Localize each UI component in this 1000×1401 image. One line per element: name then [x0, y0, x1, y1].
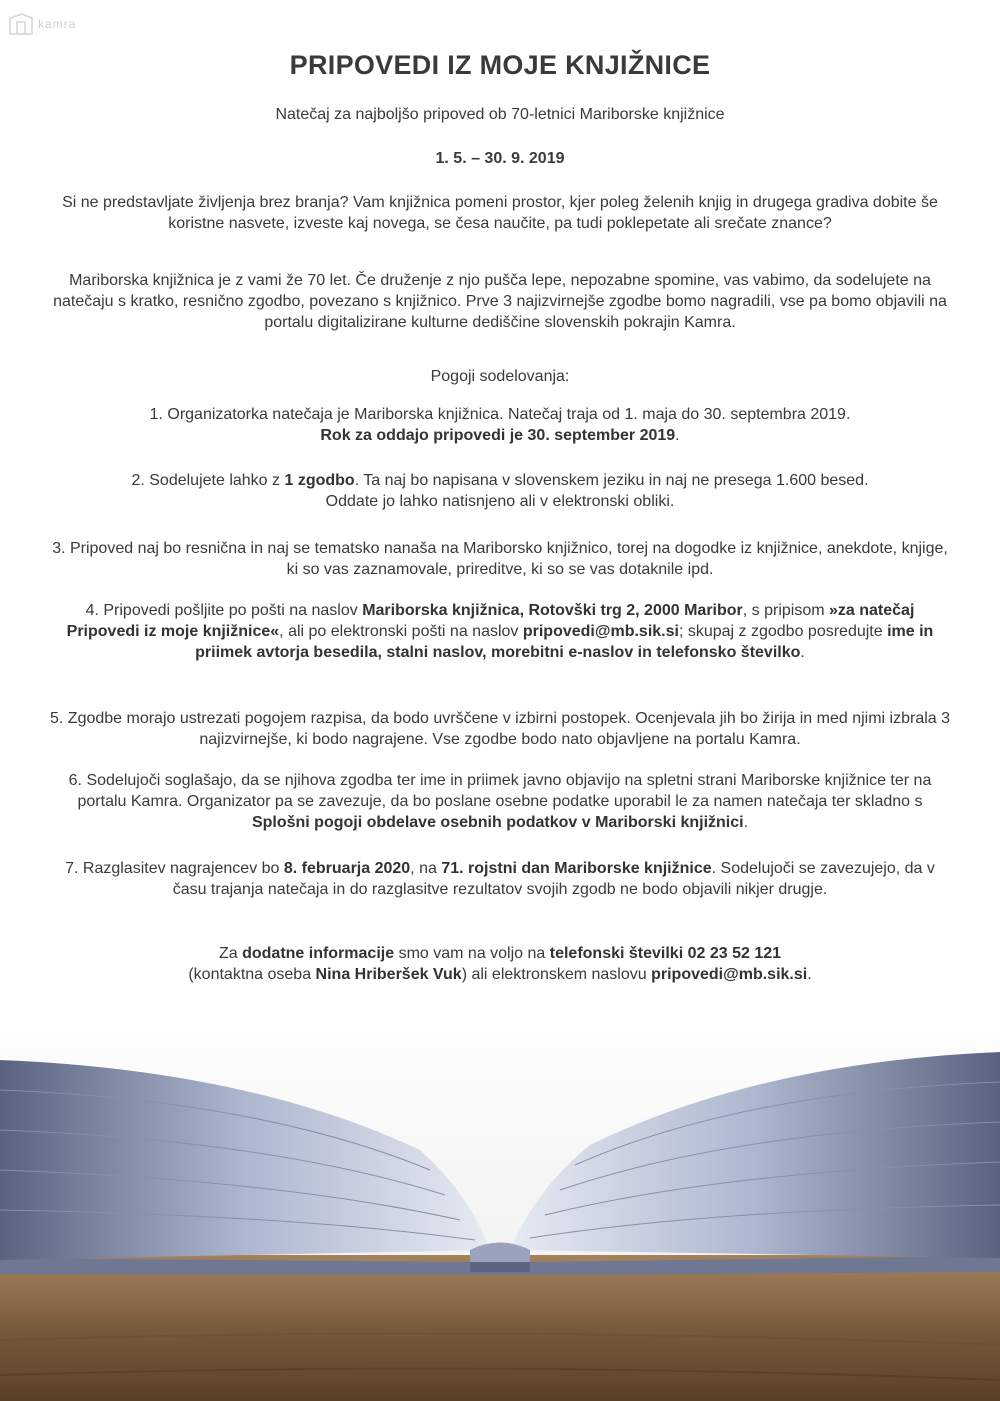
- rule-3-text: 3. Pripoved naj bo resnična in naj se tematsko nanaša na Mariborsko knjižnico, torej na dogodke iz knjižnice, anekdote, knjige, ki so vas zaznamovale, prireditve, ki so se vas dotaknile ipd.: [52, 540, 948, 578]
- contact-text-c: smo vam na voljo na: [394, 945, 550, 962]
- rule-4-end: .: [800, 644, 805, 661]
- page-title: PRIPOVEDI IZ MOJE KNJIŽNICE: [289, 50, 711, 80]
- rule-7-text-c: , na: [410, 860, 442, 877]
- rule-4: [50, 600, 950, 663]
- intro-paragraph-1: Si ne predstavljate življenja brez branja? Vam knjižnica pomeni prostor, kjer poleg želenih knjig in drugega gradiva dobite še koristne nasvete, izveste kaj novega, se česa naučite, pa tudi poklepetate ali srečate znance?: [62, 194, 938, 232]
- contact-phone: telefonski številki 02 23 52 121: [549, 945, 782, 962]
- rule-2-text-a: 2. Sodelujete lahko z: [131, 472, 285, 489]
- kamra-logo: [8, 12, 76, 36]
- rule-7-text-a: 7. Razglasitev nagrajencev bo: [65, 860, 284, 877]
- rule-4-required-info: ime in priimek avtorja besedila, stalni naslov, morebitni e-naslov in telefonsko številko: [195, 623, 934, 661]
- page-subtitle: Natečaj za najboljšo pripoved ob 70-letnici Mariborske knjižnice: [275, 106, 725, 123]
- rule-6-policy: Splošni pogoji obdelave osebnih podatkov v Mariborski knjižnici: [251, 814, 744, 831]
- rule-1-end: .: [675, 427, 680, 444]
- rule-2-text-d: Oddate jo lahko natisnjeno ali v elektronski obliki.: [325, 493, 675, 510]
- rule-4-text-a: 4. Pripovedi pošljite po pošti na naslov: [85, 602, 363, 619]
- rule-2: [50, 470, 950, 512]
- rule-4-text-g: ; skupaj z zgodbo posredujte: [678, 623, 888, 640]
- contact-end: .: [807, 966, 812, 983]
- rule-5-text: 5. Zgodbe morajo ustrezati pogojem razpisa, da bodo uvrščene v izbirni postopek. Ocenjevala jih bo žirija in med njimi izbrala 3 najizvirnejše, ki bodo nagrajene. Vse zgodbe bodo nato objavljene na portalu Kamra.: [50, 710, 951, 748]
- rule-4-email: pripovedi@mb.sik.si: [522, 623, 679, 640]
- contact-text-g: ) ali elektronskem naslovu: [461, 966, 652, 983]
- contact-text-e: (kontaktna oseba: [188, 966, 316, 983]
- rule-6: [50, 770, 950, 833]
- rule-2-text-c: . Ta naj bo napisana v slovenskem jeziku in naj ne presega 1.600 besed.: [354, 472, 869, 489]
- contact-additional-info: dodatne informacije: [242, 945, 395, 962]
- rule-3: [50, 538, 950, 580]
- open-book-image: [0, 1000, 1000, 1401]
- rule-7-text-e: . Sodelujoči se zavezujejo, da v času trajanja natečaja in do razglasitve rezultatov svojih zgodb ne bodo objavili nikjer drugje.: [172, 860, 935, 898]
- contest-dates: 1. 5. – 30. 9. 2019: [435, 150, 565, 167]
- rule-2-count: 1 zgodbo: [284, 472, 355, 489]
- rule-6-end: .: [743, 814, 749, 831]
- rule-1-text: 1. Organizatorka natečaja je Mariborska knjižnica. Natečaj traja od 1. maja do 30. septembra 2019.: [149, 406, 851, 423]
- contact-info: [50, 943, 950, 985]
- rule-6-text-a: 6. Sodelujoči soglašajo, da se njihova zgodba ter ime in priimek javno objavijo na spletni strani Mariborske knjižnice ter na portalu Kamra. Organizator pa se zavezuje, da bo poslane osebne podatke uporabil le za namen natečaja ter skladno s: [68, 772, 932, 810]
- rule-1: [50, 404, 950, 446]
- contact-email: pripovedi@mb.sik.si: [651, 966, 808, 983]
- rule-1-deadline: Rok za oddajo pripovedi je 30. september 2019: [320, 427, 676, 444]
- rule-4-text-e: , ali po elektronski pošti na naslov: [279, 623, 523, 640]
- rule-4-note: »za natečaj Pripovedi iz moje knjižnice«: [66, 602, 915, 640]
- contact-person: Nina Hriberšek Vuk: [315, 966, 462, 983]
- intro-paragraph-2: Mariborska knjižnica je z vami že 70 let. Če druženje z njo pušča lepe, nepozabne spomine, vas vabimo, da sodelujete na natečaju s kratko, resnično zgodbo, povezano s knjižnico. Prve 3 najizvirnejše zgodbe bomo nagradili, vse pa bomo objavili na portalu digitalizirane kulturne dediščine slovenskih pokrajin Kamra.: [53, 272, 947, 331]
- rule-7-anniversary: 71. rojstni dan Mariborske knjižnice: [441, 860, 712, 877]
- conditions-heading: Pogoji sodelovanja:: [430, 368, 570, 385]
- rule-7: [50, 858, 950, 900]
- rule-5: [50, 708, 950, 750]
- kamra-logo-text: kamra: [38, 17, 77, 31]
- rule-4-address: Mariborska knjižnica, Rotovški trg 2, 2000 Maribor: [362, 602, 743, 619]
- kamra-logo-icon: [8, 12, 34, 36]
- contact-text-a: Za: [218, 945, 243, 962]
- rule-4-text-c: , s pripisom: [742, 602, 830, 619]
- rule-7-date: 8. februarja 2020: [283, 860, 411, 877]
